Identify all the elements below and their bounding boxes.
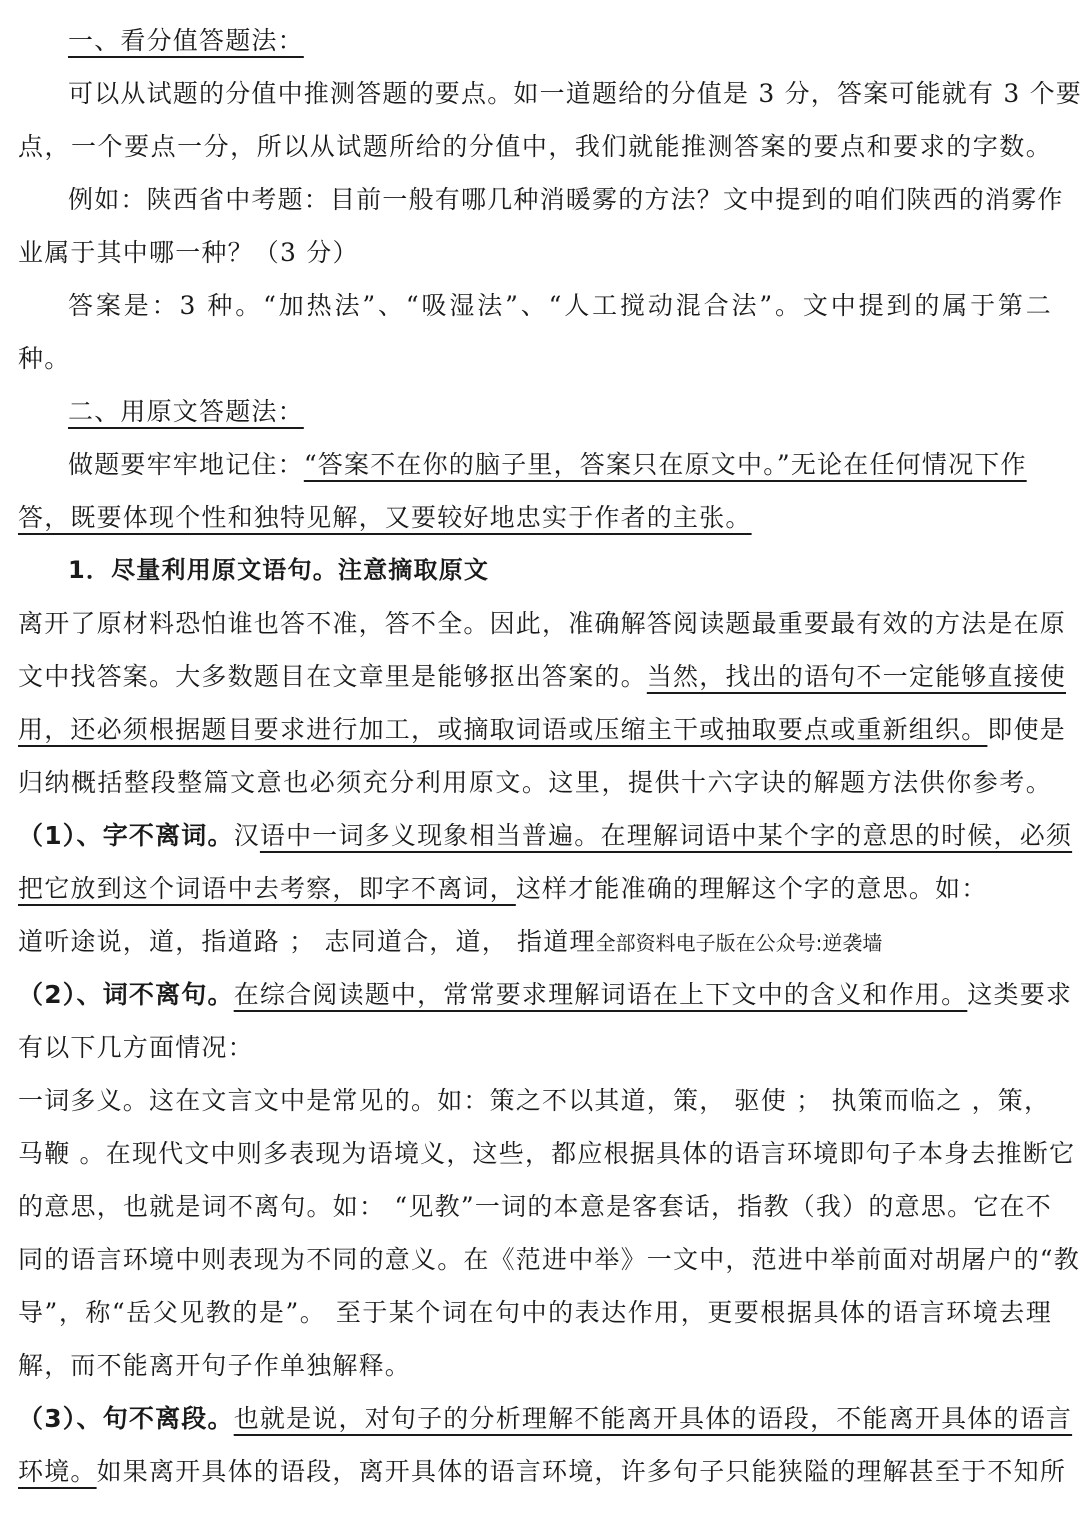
point1-line4: 归纳概括整段整篇文意也必须充分利用原文。这里，提供十六字诀的解题方法供你参考。: [18, 768, 1052, 797]
section2-para1-line2-text: 答，既要体现个性和独特见解，又要较好地忠实于作者的主张。: [18, 503, 752, 532]
item2-label: （2）、词不离句。: [18, 980, 234, 1009]
section1-para2-line2: 业属于其中哪一种？（3 分）: [18, 238, 359, 267]
item1-line3-note: 全部资料电子版在公众号:逆袭墙: [595, 931, 883, 955]
item2-line6: 同的语言环境中则表现为不同的意义。在《范进中举》一文中，范进中举前面对胡屠户的“教: [18, 1245, 1080, 1274]
section1-heading-line: [18, 14, 1052, 67]
section2-heading-line: [18, 385, 1052, 438]
item1-line2-b: 这样才能准确的理解这个字的意思。如：: [515, 874, 988, 903]
item1-line2-a: 把它放到这个词语中去考察，即字不离词，: [18, 874, 516, 903]
item3-line2: [18, 1445, 1067, 1498]
item1-line1-b: 语中一词多义现象相当普遍。在理解词语中某个字的意思的时候，必须: [259, 821, 1073, 850]
item1-line2: [18, 862, 1052, 915]
item2-line7: 导”，称“岳父见教的是”。 至于某个词在句中的表达作用，更要根据具体的语言环境去理: [18, 1298, 1052, 1327]
item3-line2-b: 如果离开具体的语段，离开具体的语言环境，许多句子只能狭隘的理解甚至于不知所: [96, 1457, 1067, 1486]
item1-line3: [18, 915, 1052, 968]
section1-para1-line1: 可以从试题的分值中推测答题的要点。如一道题给的分值是 3 分，答案可能就有 3 个要: [68, 79, 1082, 108]
section2-para1-line2: [18, 491, 1052, 544]
point1-line3-a: 用，还必须根据题目要求进行加工，或摘取词语或压缩主干或抽取要点或重新组织。: [18, 715, 988, 744]
item3-line2-a: 环境。: [18, 1457, 97, 1486]
item1-line1: [18, 809, 1073, 862]
item2-line4: 马鞭 。在现代文中则多表现为语境义，这些，都应根据具体的语言环境即句子本身去推断它: [18, 1139, 1076, 1168]
point1-line2-a: 文中找答案。大多数题目在文章里是能够抠出答案的。: [18, 662, 647, 691]
item2-line8: 解，而不能离开句子作单独解释。: [18, 1351, 412, 1380]
item2-line1-a: 在综合阅读题中，常常要求理解词语在上下文中的含义和作用。: [233, 980, 968, 1009]
item1-line1-a: 汉: [233, 821, 260, 850]
item3-line1-a: 也就是说，对句子的分析理解不能离开具体的语段，不能离开具体的语言: [233, 1404, 1073, 1433]
section2-para1-line1: [18, 438, 1052, 491]
item2-line5: 的意思，也就是词不离句。如： “见教”一词的本意是客套话，指教（我）的意思。它在不: [18, 1192, 1052, 1221]
point1-line1: 离开了原材料恐怕谁也答不准，答不全。因此，准确解答阅读题最重要最有效的方法是在原: [18, 609, 1067, 638]
point1-line2: [18, 650, 1067, 703]
section1-para3-line1: 答案是：3 种。“加热法”、“吸湿法”、“人工搅动混合法”。文中提到的属于第二: [68, 291, 1052, 320]
section2-heading: 二、用原文答题法：: [68, 397, 304, 426]
point1-line3-b: 即使是: [987, 715, 1067, 744]
point1-line3: [18, 703, 1067, 756]
point1-heading: 1．尽量利用原文语句。注意摘取原文: [68, 556, 490, 584]
item3-label: （3）、句不离段。: [18, 1404, 234, 1433]
section1-para1-line2: 点，一个要点一分，所以从试题所给的分值中，我们就能推测答案的要点和要求的字数。: [18, 132, 1052, 161]
section1-heading: 一、看分值答题法：: [68, 26, 304, 55]
item2-line2: 有以下几方面情况：: [18, 1033, 254, 1062]
section1-para2-line1: 例如：陕西省中考题：目前一般有哪几种消暖雾的方法？文中提到的咱们陕西的消雾作: [68, 185, 1064, 214]
item2-line1-b: 这类要求: [967, 980, 1073, 1009]
item3-line1: [18, 1392, 1073, 1445]
section2-para1-quote: “答案不在你的脑子里，答案只在原文中。”无论在任何情况下作: [303, 450, 1027, 479]
item1-line3-a: 道听途说，道，指道路 ； 志同道合，道， 指道理: [18, 927, 596, 956]
section2-para1-lead: 做题要牢牢地记住：: [68, 450, 304, 479]
section1-para3-line2: 种。: [18, 344, 71, 373]
item2-line3: 一词多义。这在文言文中是常见的。如：策之不以其道，策， 驱使 ； 执策而临之 ，策，: [18, 1086, 1051, 1115]
point1-line2-b: 当然，找出的语句不一定能够直接使: [646, 662, 1067, 691]
item2-line1: [18, 968, 1073, 1021]
item1-label: （1）、字不离词。: [18, 821, 234, 850]
